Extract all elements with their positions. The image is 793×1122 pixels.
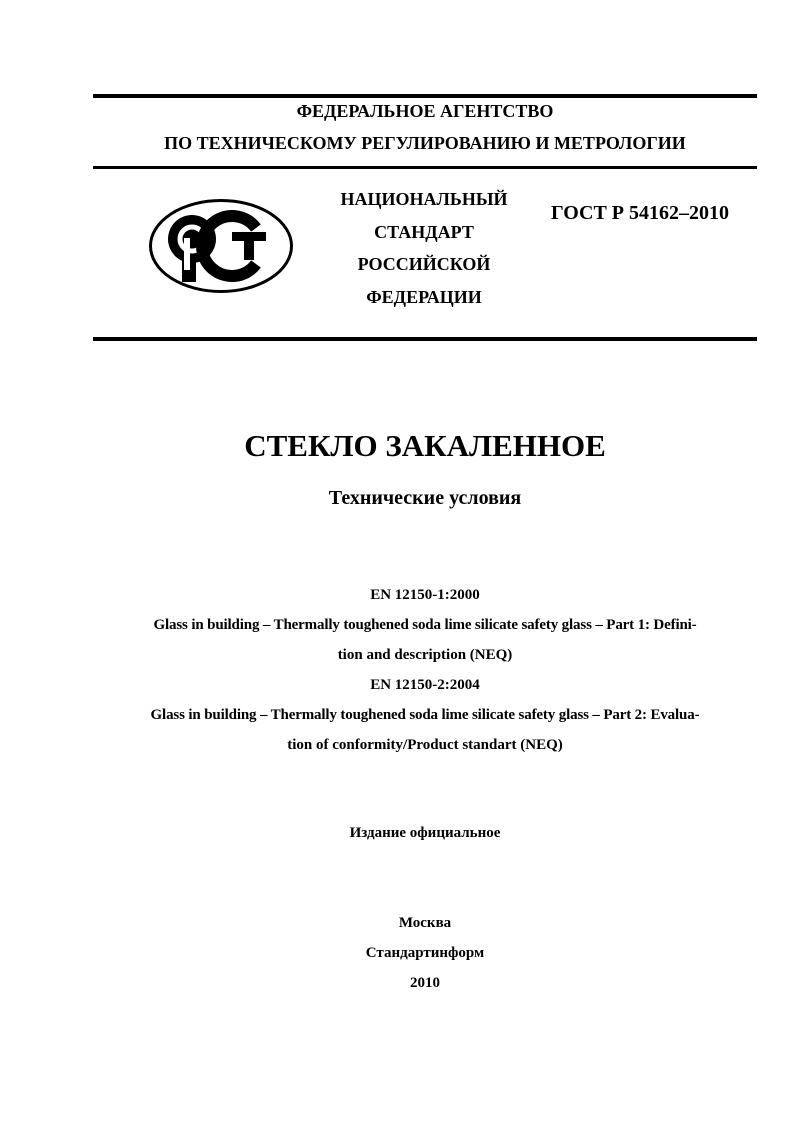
reference-1-title-line-1: Glass in building – Thermally toughened soda lime silicate safety glass – Part 1: Defini-: [153, 617, 697, 633]
logo-mark: [168, 215, 266, 282]
national-line-1: НАЦИОНАЛЬНЫЙ: [340, 189, 508, 209]
standard-designation: ГОСТ Р 54162–2010: [550, 202, 730, 224]
document-title: СТЕКЛО ЗАКАЛЕННОЕ: [244, 428, 606, 463]
reference-1-title-line-2: tion and description (NEQ): [337, 647, 513, 663]
reference-2-code: EN 12150-2:2004: [370, 677, 480, 693]
national-standard-block: [322, 183, 526, 313]
national-line-2: СТАНДАРТ: [374, 221, 474, 242]
imprint-year: 2010: [410, 975, 440, 991]
national-line-3: РОССИЙСКОЙ: [357, 254, 491, 274]
bottom-rule: [93, 337, 757, 341]
agency-line-2: ПО ТЕХНИЧЕСКОМУ РЕГУЛИРОВАНИЮ И МЕТРОЛОГИИ: [164, 133, 686, 153]
reference-1-code: EN 12150-1:2000: [370, 587, 480, 603]
gost-r-logo-icon: [148, 198, 294, 294]
imprint-block: [93, 908, 757, 998]
agency-line-1: ФЕДЕРАЛЬНОЕ АГЕНТСТВО: [296, 101, 554, 121]
reference-2-title-line-2: tion of conformity/Product standart (NEQ): [287, 737, 563, 753]
middle-rule: [93, 166, 757, 169]
edition-note: Издание официальное: [349, 825, 501, 841]
reference-2-title-line-1: Glass in building – Thermally toughened soda lime silicate safety glass – Part 2: Evalua-: [150, 707, 700, 723]
references-block: [93, 580, 757, 760]
document-subtitle: Технические условия: [328, 487, 522, 509]
national-line-4: ФЕДЕРАЦИИ: [366, 286, 482, 307]
imprint-publisher: Стандартинформ: [365, 945, 485, 961]
imprint-city: Москва: [398, 915, 452, 931]
